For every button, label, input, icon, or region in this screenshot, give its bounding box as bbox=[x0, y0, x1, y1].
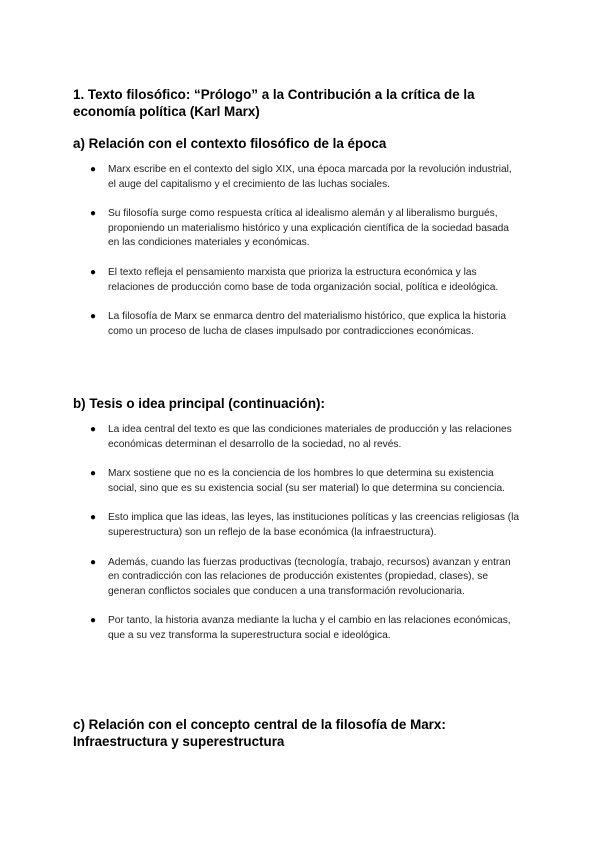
list-item bbox=[0, 266, 600, 295]
list-item bbox=[0, 467, 600, 496]
list-item-text: Marx sostiene que no es la conciencia de los hombres lo que determina su existencia social, sino que es su existencia social (su ser material) lo que determina su conciencia. bbox=[108, 468, 505, 494]
section-b-heading: b) Tesis o idea principal (continuación): bbox=[73, 396, 325, 411]
section-c-heading: c) Relación con el concepto central de la filosofía de Marx: Infraestructura y superestructura bbox=[73, 717, 446, 749]
list-item bbox=[0, 614, 600, 643]
list-item bbox=[0, 511, 600, 540]
bullet-icon: ● bbox=[90, 311, 97, 323]
bullet-icon: ● bbox=[90, 468, 97, 480]
section-a-list bbox=[0, 163, 600, 339]
list-item-text: El texto refleja el pensamiento marxista que prioriza la estructura económica y las relaciones de producción como base de toda organización social, política e ideológica. bbox=[108, 266, 499, 293]
list-item bbox=[0, 310, 600, 339]
list-item bbox=[0, 163, 600, 192]
bullet-icon: ● bbox=[90, 556, 97, 568]
list-item-text: La filosofía de Marx se enmarca dentro del materialismo histórico, que explica la historia como un proceso de lucha de clases impulsado por contradicciones económicas. bbox=[108, 311, 507, 337]
document-title: 1. Texto filosófico: “Prólogo” a la Contribución a la crítica de la economía política (Karl Marx) bbox=[73, 87, 475, 119]
bullet-icon: ● bbox=[90, 615, 97, 627]
list-item-text: Además, cuando las fuerzas productivas (tecnología, trabajo, recursos) avanzan y entran en contradicción con las relaciones de producción existentes (propiedad, clases), se generan conflictos sociales que conducen a una transformación revolucionaria. bbox=[108, 556, 511, 597]
list-item-text: Su filosofía surge como respuesta crítica al idealismo alemán y al liberalismo burgués, proponiendo un materialismo histórico y una explicación científica de la sociedad basada en las condiciones materiales y económicas. bbox=[108, 208, 509, 249]
list-item-text: La idea central del texto es que las condiciones materiales de producción y las relaciones económicas determinan el desarrollo de la sociedad, no al revés. bbox=[108, 424, 512, 450]
section-b-list bbox=[0, 423, 600, 644]
list-item bbox=[0, 556, 600, 600]
list-item bbox=[0, 423, 600, 452]
bullet-icon: ● bbox=[90, 164, 97, 175]
list-item-text: Marx escribe en el contexto del siglo XIX, una época marcada por la revolución industrial, el auge del capitalismo y el crecimiento de las luchas sociales. bbox=[108, 164, 512, 190]
bullet-icon: ● bbox=[90, 208, 97, 220]
bullet-icon: ● bbox=[90, 512, 97, 524]
bullet-icon: ● bbox=[90, 424, 97, 435]
list-item bbox=[0, 207, 600, 251]
section-a-heading: a) Relación con el contexto filosófico de la época bbox=[73, 136, 387, 151]
bullet-icon: ● bbox=[90, 266, 97, 278]
list-item-text: Esto implica que las ideas, las leyes, las instituciones políticas y las creencias religiosas (la superestructura) son un reflejo de la base económica (la infraestructura). bbox=[108, 512, 520, 538]
list-item-text: Por tanto, la historia avanza mediante la lucha y el cambio en las relaciones económicas, que a su vez transforma la superestructura social e ideológica. bbox=[108, 615, 511, 641]
